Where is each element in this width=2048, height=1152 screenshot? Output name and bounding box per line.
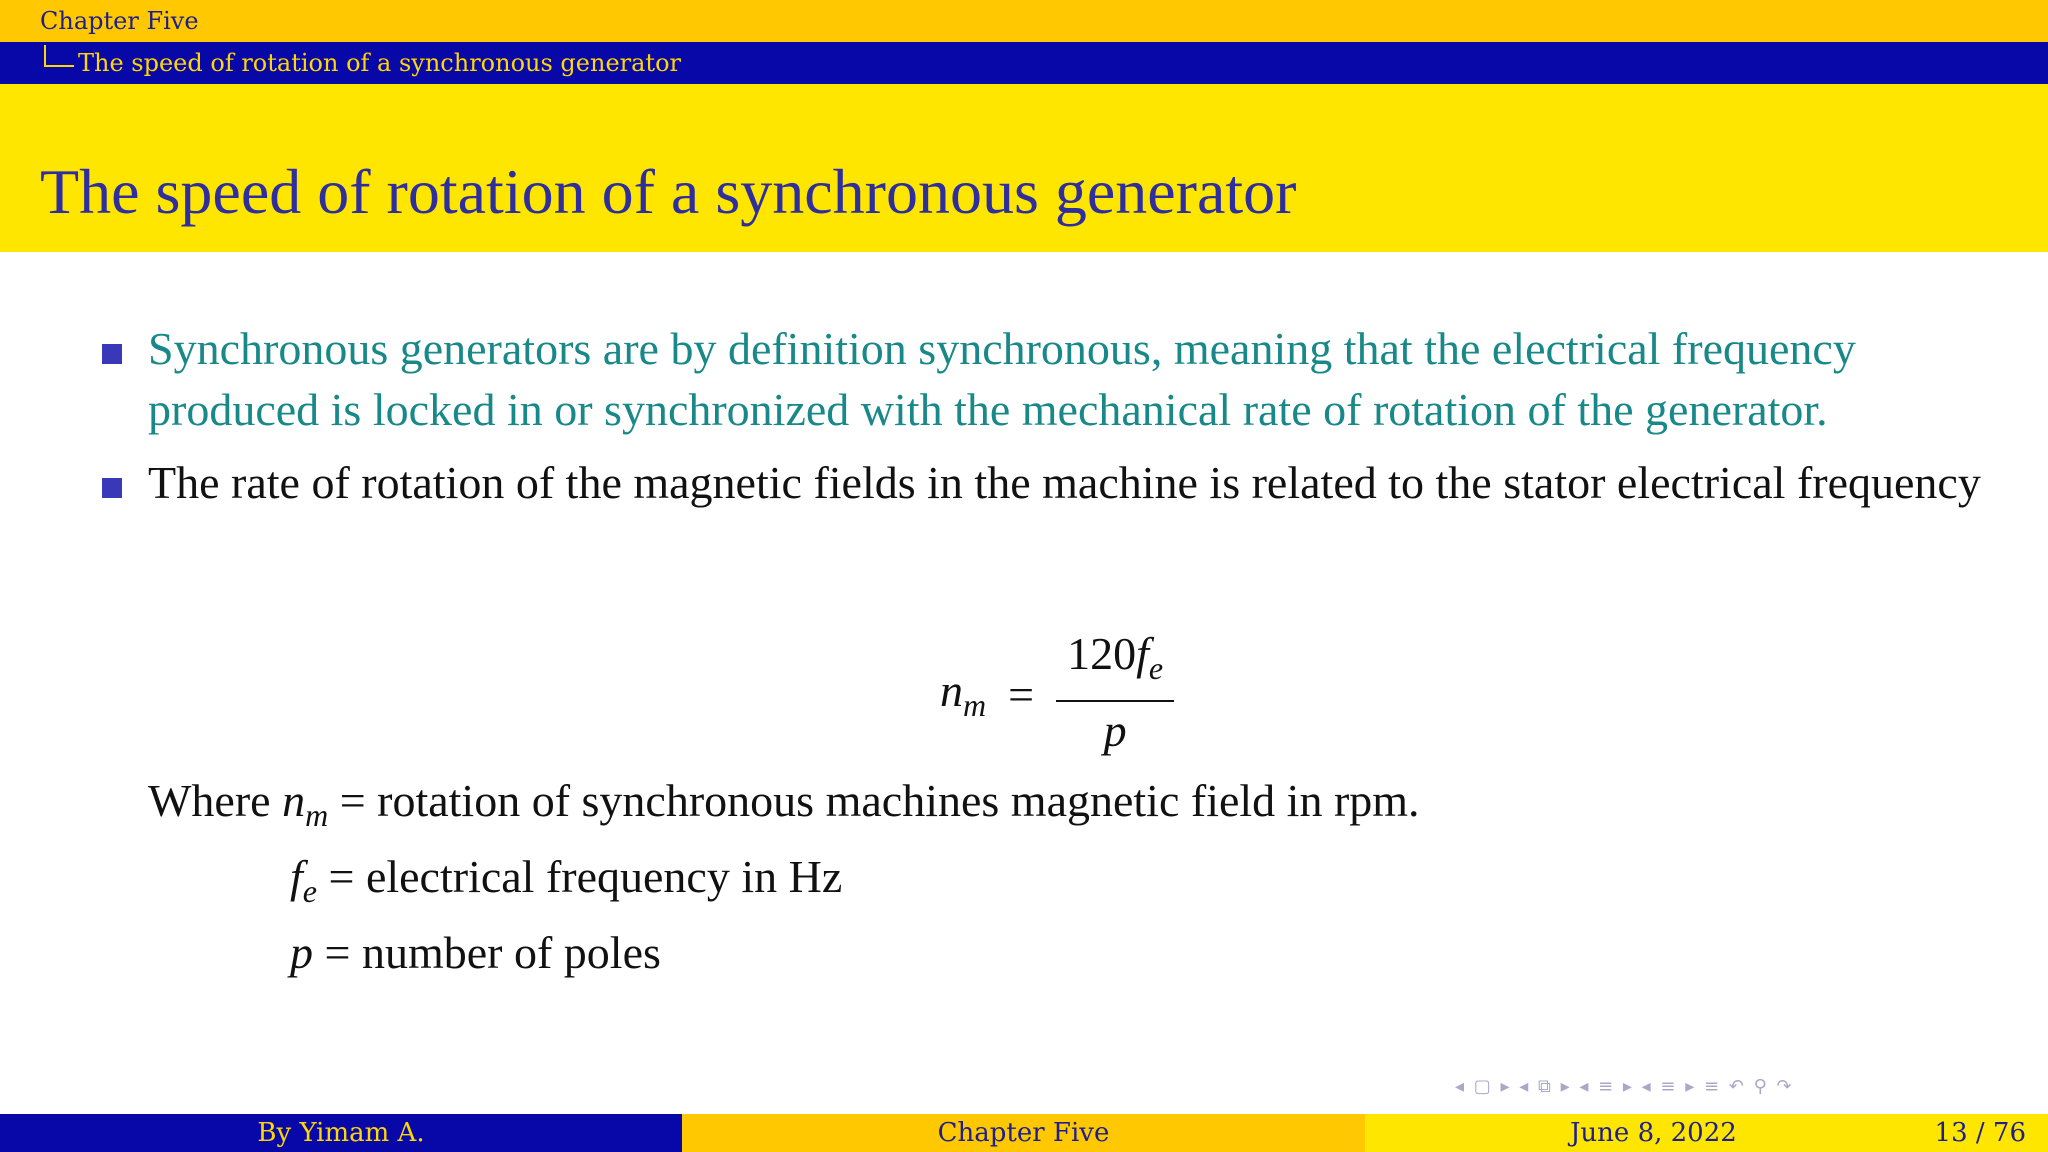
- definition-text: rotation of synchronous machines magnetic field in rpm.: [377, 775, 1420, 826]
- footer-author: By Yimam A.: [0, 1114, 682, 1152]
- footer-date: June 8, 2022: [1570, 1118, 1737, 1148]
- bullet-item: [100, 318, 1990, 440]
- speed-equation: [940, 628, 1174, 760]
- equals-sign: =: [1008, 668, 1035, 720]
- fraction-numerator: $120f_e$: [1067, 628, 1164, 686]
- equation-fraction: [1056, 628, 1174, 760]
- definition-text: number of poles: [361, 927, 661, 978]
- bullet-square-icon: [102, 478, 122, 498]
- bullet-square-icon: [102, 344, 122, 364]
- footer-bar: [0, 1114, 2048, 1152]
- beamer-navigation-icons[interactable]: ◂ ▢ ▸ ◂ ⧉ ▸ ◂ ≡ ▸ ◂ ≡ ▸ ≡ ↶ ⚲ ↷: [1455, 1076, 1794, 1097]
- definition-text: electrical frequency in Hz: [365, 851, 843, 902]
- subsection-name: The speed of rotation of a synchronous generator: [78, 49, 681, 77]
- definition-row: Where $n_m$ = rotation of synchronous machines magnetic field in rpm.: [148, 775, 1420, 833]
- footer-date-page: [1365, 1114, 2048, 1152]
- where-label: Where: [148, 775, 271, 826]
- section-name: Chapter Five: [40, 7, 199, 35]
- bullet-text: Synchronous generators are by definition synchronous, meaning that the electrical frequency produced is locked in or synchronized with the mechanical rate of rotation of the generator.: [148, 323, 1856, 435]
- bullet-text: The rate of rotation of the magnetic fields in the machine is related to the stator electrical frequency: [148, 457, 1981, 508]
- variable-definitions: [148, 770, 1420, 983]
- definition-row: p = number of poles: [290, 927, 661, 978]
- slide-content: [100, 318, 1990, 513]
- subsection-headline[interactable]: [0, 42, 2048, 84]
- tree-branch-icon: [44, 45, 74, 67]
- footer-page-number: 13 / 76: [1934, 1118, 2026, 1148]
- slide-title: The speed of rotation of a synchronous generator: [40, 156, 1297, 227]
- fraction-denominator: p: [1103, 705, 1127, 756]
- definition-row: $f_e$ = electrical frequency in Hz: [290, 851, 843, 909]
- bullet-item: [100, 452, 1990, 513]
- footer-title: Chapter Five: [682, 1114, 1365, 1152]
- section-headline[interactable]: [0, 0, 2048, 42]
- equation-lhs: $n_m$: [940, 665, 987, 723]
